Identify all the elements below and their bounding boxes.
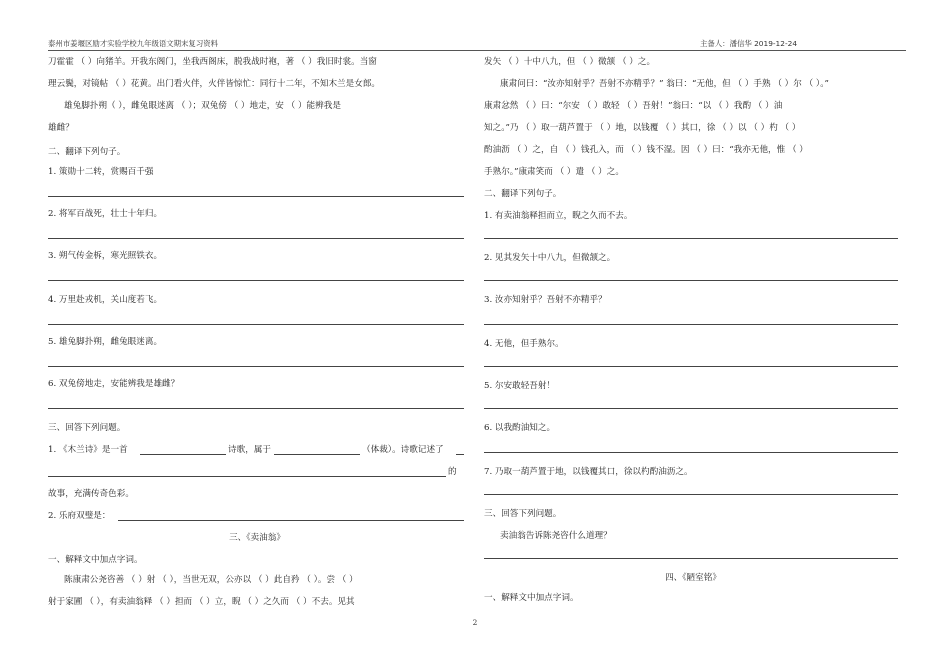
- fill-blank-story-cont[interactable]: [48, 476, 446, 477]
- section-title-maiyouweng: 三、《卖油翁》: [229, 533, 285, 543]
- mulan-passage-line2: 理云鬓，对镜帖 （ ）花黄。出门看火伴，火伴皆惊忙：同行十二年，不知木兰是女郎。: [48, 79, 381, 89]
- translate-item-6b: 6. 以我酌油知之。: [484, 423, 556, 433]
- section-explain-heading: 一、解释文中加点字词。: [48, 555, 143, 565]
- translate-item-7b: 7. 乃取一葫芦置于地，以钱覆其口，徐以杓酌油沥之。: [484, 467, 693, 477]
- answer-line[interactable]: [48, 280, 464, 281]
- maiyouweng-line5: 康肃忿然 （ ）曰：“尔安 （ ）敢轻 （ ）吾射！”翁曰：“以 （ ）我酌 （ ）油: [484, 101, 783, 111]
- fill-blank-form[interactable]: [274, 454, 360, 455]
- fill-blank-genre[interactable]: [140, 454, 226, 455]
- question-maiyouweng: 卖油翁告诉陈尧咨什么道理？: [500, 531, 612, 541]
- section-title-loushiming: 四、《陋室铭》: [665, 573, 721, 583]
- question-1-part-a: 1. 《木兰诗》是一首: [48, 445, 128, 455]
- translate-item-1: 1. 策勋十二转，赏赐百千强: [48, 167, 154, 177]
- maiyouweng-line2: 射于家圃 （ ），有卖油翁释 （ ）担而 （ ）立，睨 （ ）之久而 （ ）不去。见其: [48, 597, 355, 607]
- mulan-passage-line3: 雄兔脚扑朔（ ），雌兔眼迷离 （ ）；双兔傍 （ ）地走，安 （ ）能辨我是: [64, 101, 341, 111]
- answer-line[interactable]: [484, 494, 898, 495]
- question-1-part-d: 的: [448, 467, 457, 477]
- mulan-passage-line4: 雄雌？: [48, 123, 74, 133]
- answer-line[interactable]: [484, 452, 898, 453]
- header-rule: [48, 50, 906, 51]
- maiyouweng-line7: 酌油沥 （ ）之，自 （ ）钱孔入，而 （ ）钱不湿。因 （ ）曰：“我亦无他，惟 （ ）: [484, 145, 808, 155]
- question-1-part-c: （体裁）。诗歌记述了: [362, 445, 444, 455]
- answer-line[interactable]: [484, 280, 898, 281]
- translate-item-4b: 4. 无他，但手熟尔。: [484, 339, 564, 349]
- maiyouweng-line1: 陈康肃公尧咨善 （ ）射 （ ），当世无双，公亦以 （ ）此自矜 （ ）。尝 （ ）: [64, 575, 358, 585]
- fill-blank-story[interactable]: [456, 454, 464, 455]
- section-translate-heading: 二、翻译下列句子。: [48, 147, 126, 157]
- answer-line[interactable]: [484, 558, 898, 559]
- translate-item-5: 5. 雄兔脚扑朔，雌兔眼迷离。: [48, 337, 163, 347]
- maiyouweng-line6: 知之。”乃 （ ）取一葫芦置于 （ ）地，以钱覆 （ ）其口，徐 （ ）以 （ ）杓 （ ）: [484, 123, 801, 133]
- maiyouweng-line4: 康肃问曰：“汝亦知射乎？吾射不亦精乎？” 翁曰：“无他，但 （ ）手熟 （ ）尔 （ ）。”: [500, 79, 829, 89]
- translate-item-4: 4. 万里赴戎机，关山度若飞。: [48, 295, 163, 305]
- mulan-passage-line1: 刀霍霍 （ ）向猪羊。开我东阁门，坐我西阁床，脱我战时袍，著 （ ）我旧时裳。当窗: [48, 57, 377, 67]
- section-explain-heading-2: 一、解释文中加点字词。: [484, 593, 579, 603]
- answer-line[interactable]: [48, 408, 464, 409]
- section-translate-heading-2: 二、翻译下列句子。: [484, 189, 562, 199]
- maiyouweng-line3: 发矢 （ ）十中八九，但 （ ）微颔 （ ）之。: [484, 57, 656, 67]
- answer-line[interactable]: [484, 324, 898, 325]
- translate-item-3: 3. 朔气传金柝，寒光照铁衣。: [48, 251, 163, 261]
- answer-line[interactable]: [484, 366, 898, 367]
- question-1-part-e: 故事，充满传奇色彩。: [48, 489, 134, 499]
- fill-blank-twin-jades[interactable]: [118, 520, 464, 521]
- answer-line[interactable]: [48, 238, 464, 239]
- translate-item-2b: 2. 见其发矢十中八九，但微颔之。: [484, 253, 616, 263]
- translate-item-5b: 5. 尔安敢轻吾射！: [484, 381, 556, 391]
- translate-item-2: 2. 将军百战死，壮士十年归。: [48, 209, 163, 219]
- answer-line[interactable]: [484, 408, 898, 409]
- section-questions-heading: 三、回答下列问题。: [48, 423, 126, 433]
- translate-item-3b: 3. 汝亦知射乎？吾射不亦精乎？: [484, 295, 607, 305]
- answer-line[interactable]: [48, 324, 464, 325]
- section-questions-heading-2: 三、回答下列问题。: [484, 509, 562, 519]
- question-1-part-b: 诗歌，属于: [228, 445, 271, 455]
- translate-item-6: 6. 双兔傍地走，安能辨我是雄雌？: [48, 379, 180, 389]
- translate-item-1b: 1. 有卖油翁释担而立，睨之久而不去。: [484, 211, 633, 221]
- answer-line[interactable]: [48, 196, 464, 197]
- answer-line[interactable]: [484, 238, 898, 239]
- answer-line[interactable]: [48, 366, 464, 367]
- header-left: 泰州市姜堰区励才实验学校九年级语文期末复习资料: [48, 39, 218, 48]
- page-number: 2: [472, 618, 478, 627]
- header-right: 主备人：潘信华 2019-12-24: [700, 39, 798, 48]
- maiyouweng-line8: 手熟尔。”康肃笑而 （ ）遣 （ ）之。: [484, 167, 624, 177]
- question-2: 2. 乐府双璧是：: [48, 511, 111, 521]
